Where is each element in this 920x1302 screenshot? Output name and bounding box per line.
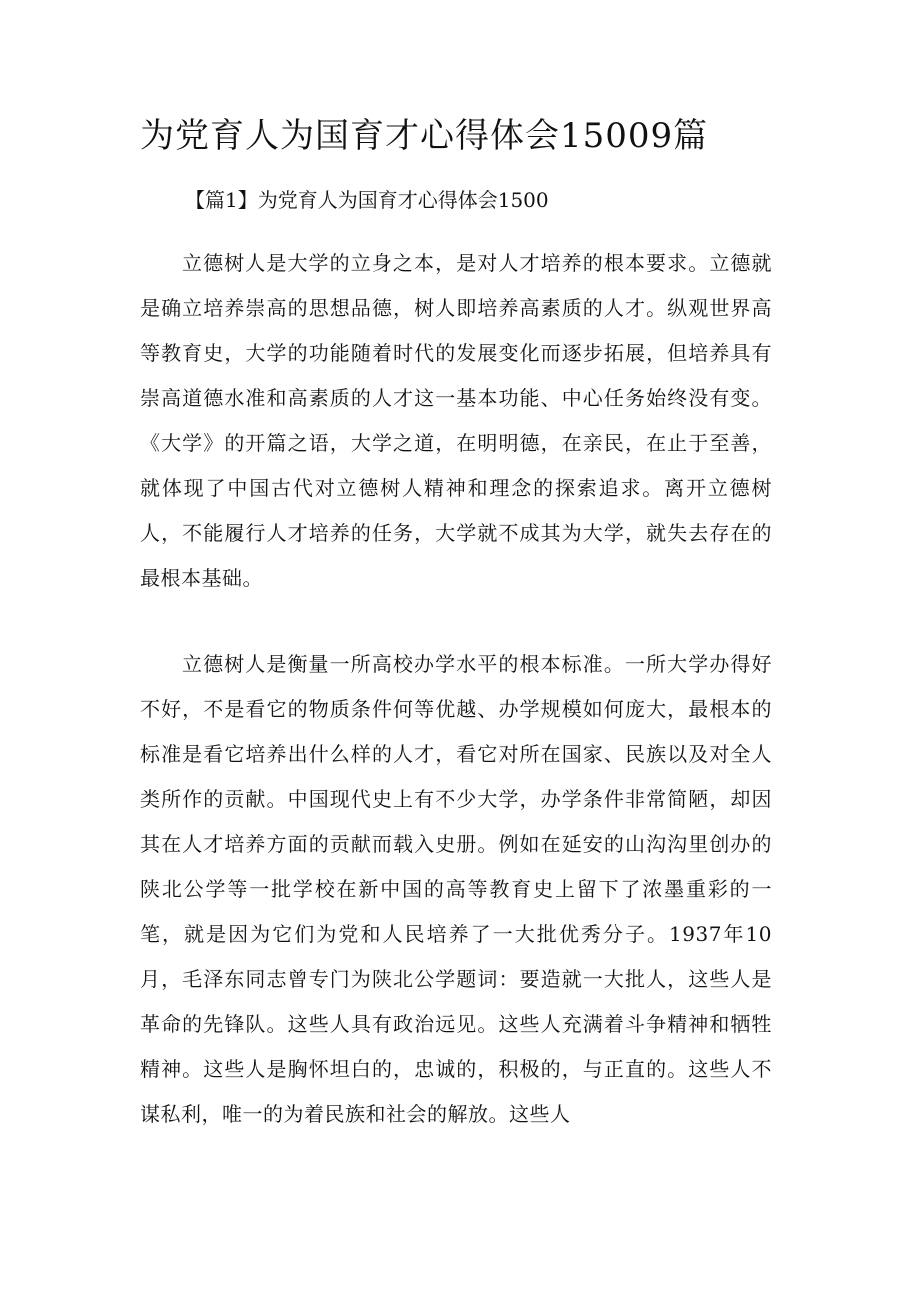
document-title: 为党育人为国育才心得体会15009篇 <box>140 116 709 156</box>
paragraph-2: 立德树人是衡量一所高校办学水平的根本标准。一所大学办得好不好，不是看它的物质条件何等优越、办学规模如何庞大，最根本的标准是看它培养出什么样的人才，看它对所在国家、民族以及对全人类所作的贡献。中国现代史上有不少大学，办学条件非常简陋，却因其在人才培养方面的贡献而载入史册。例如在延安的山沟沟里创办的陕北公学等一批学校在新中国的高等教育史上留下了浓墨重彩的一笔，就是因为它们为党和人民培养了一大批优秀分子。1937年10月，毛泽东同志曾专门为陕北公学题词：要造就一大批人，这些人是革命的先锋队。这些人具有政治远见。这些人充满着斗争精神和牺牲精神。这些人是胸怀坦白的，忠诚的，积极的，与正直的。这些人不谋私利，唯一的为着民族和社会的解放。这些人 <box>140 652 772 1126</box>
section-heading: 【篇1】为党育人为国育才心得体会1500 <box>185 188 549 212</box>
paragraph-1: 立德树人是大学的立身之本，是对人才培养的根本要求。立德就是确立培养崇高的思想品德，树人即培养高素质的人才。纵观世界高等教育史，大学的功能随着时代的发展变化而逐步拓展，但培养具有崇高道德水准和高素质的人才这一基本功能、中心任务始终没有变。《大学》的开篇之语，大学之道，在明明德，在亲民，在止于至善，就体现了中国古代对立德树人精神和理念的探索追求。离开立德树人，不能履行人才培养的任务，大学就不成其为大学，就失去存在的最根本基础。 <box>140 251 772 590</box>
